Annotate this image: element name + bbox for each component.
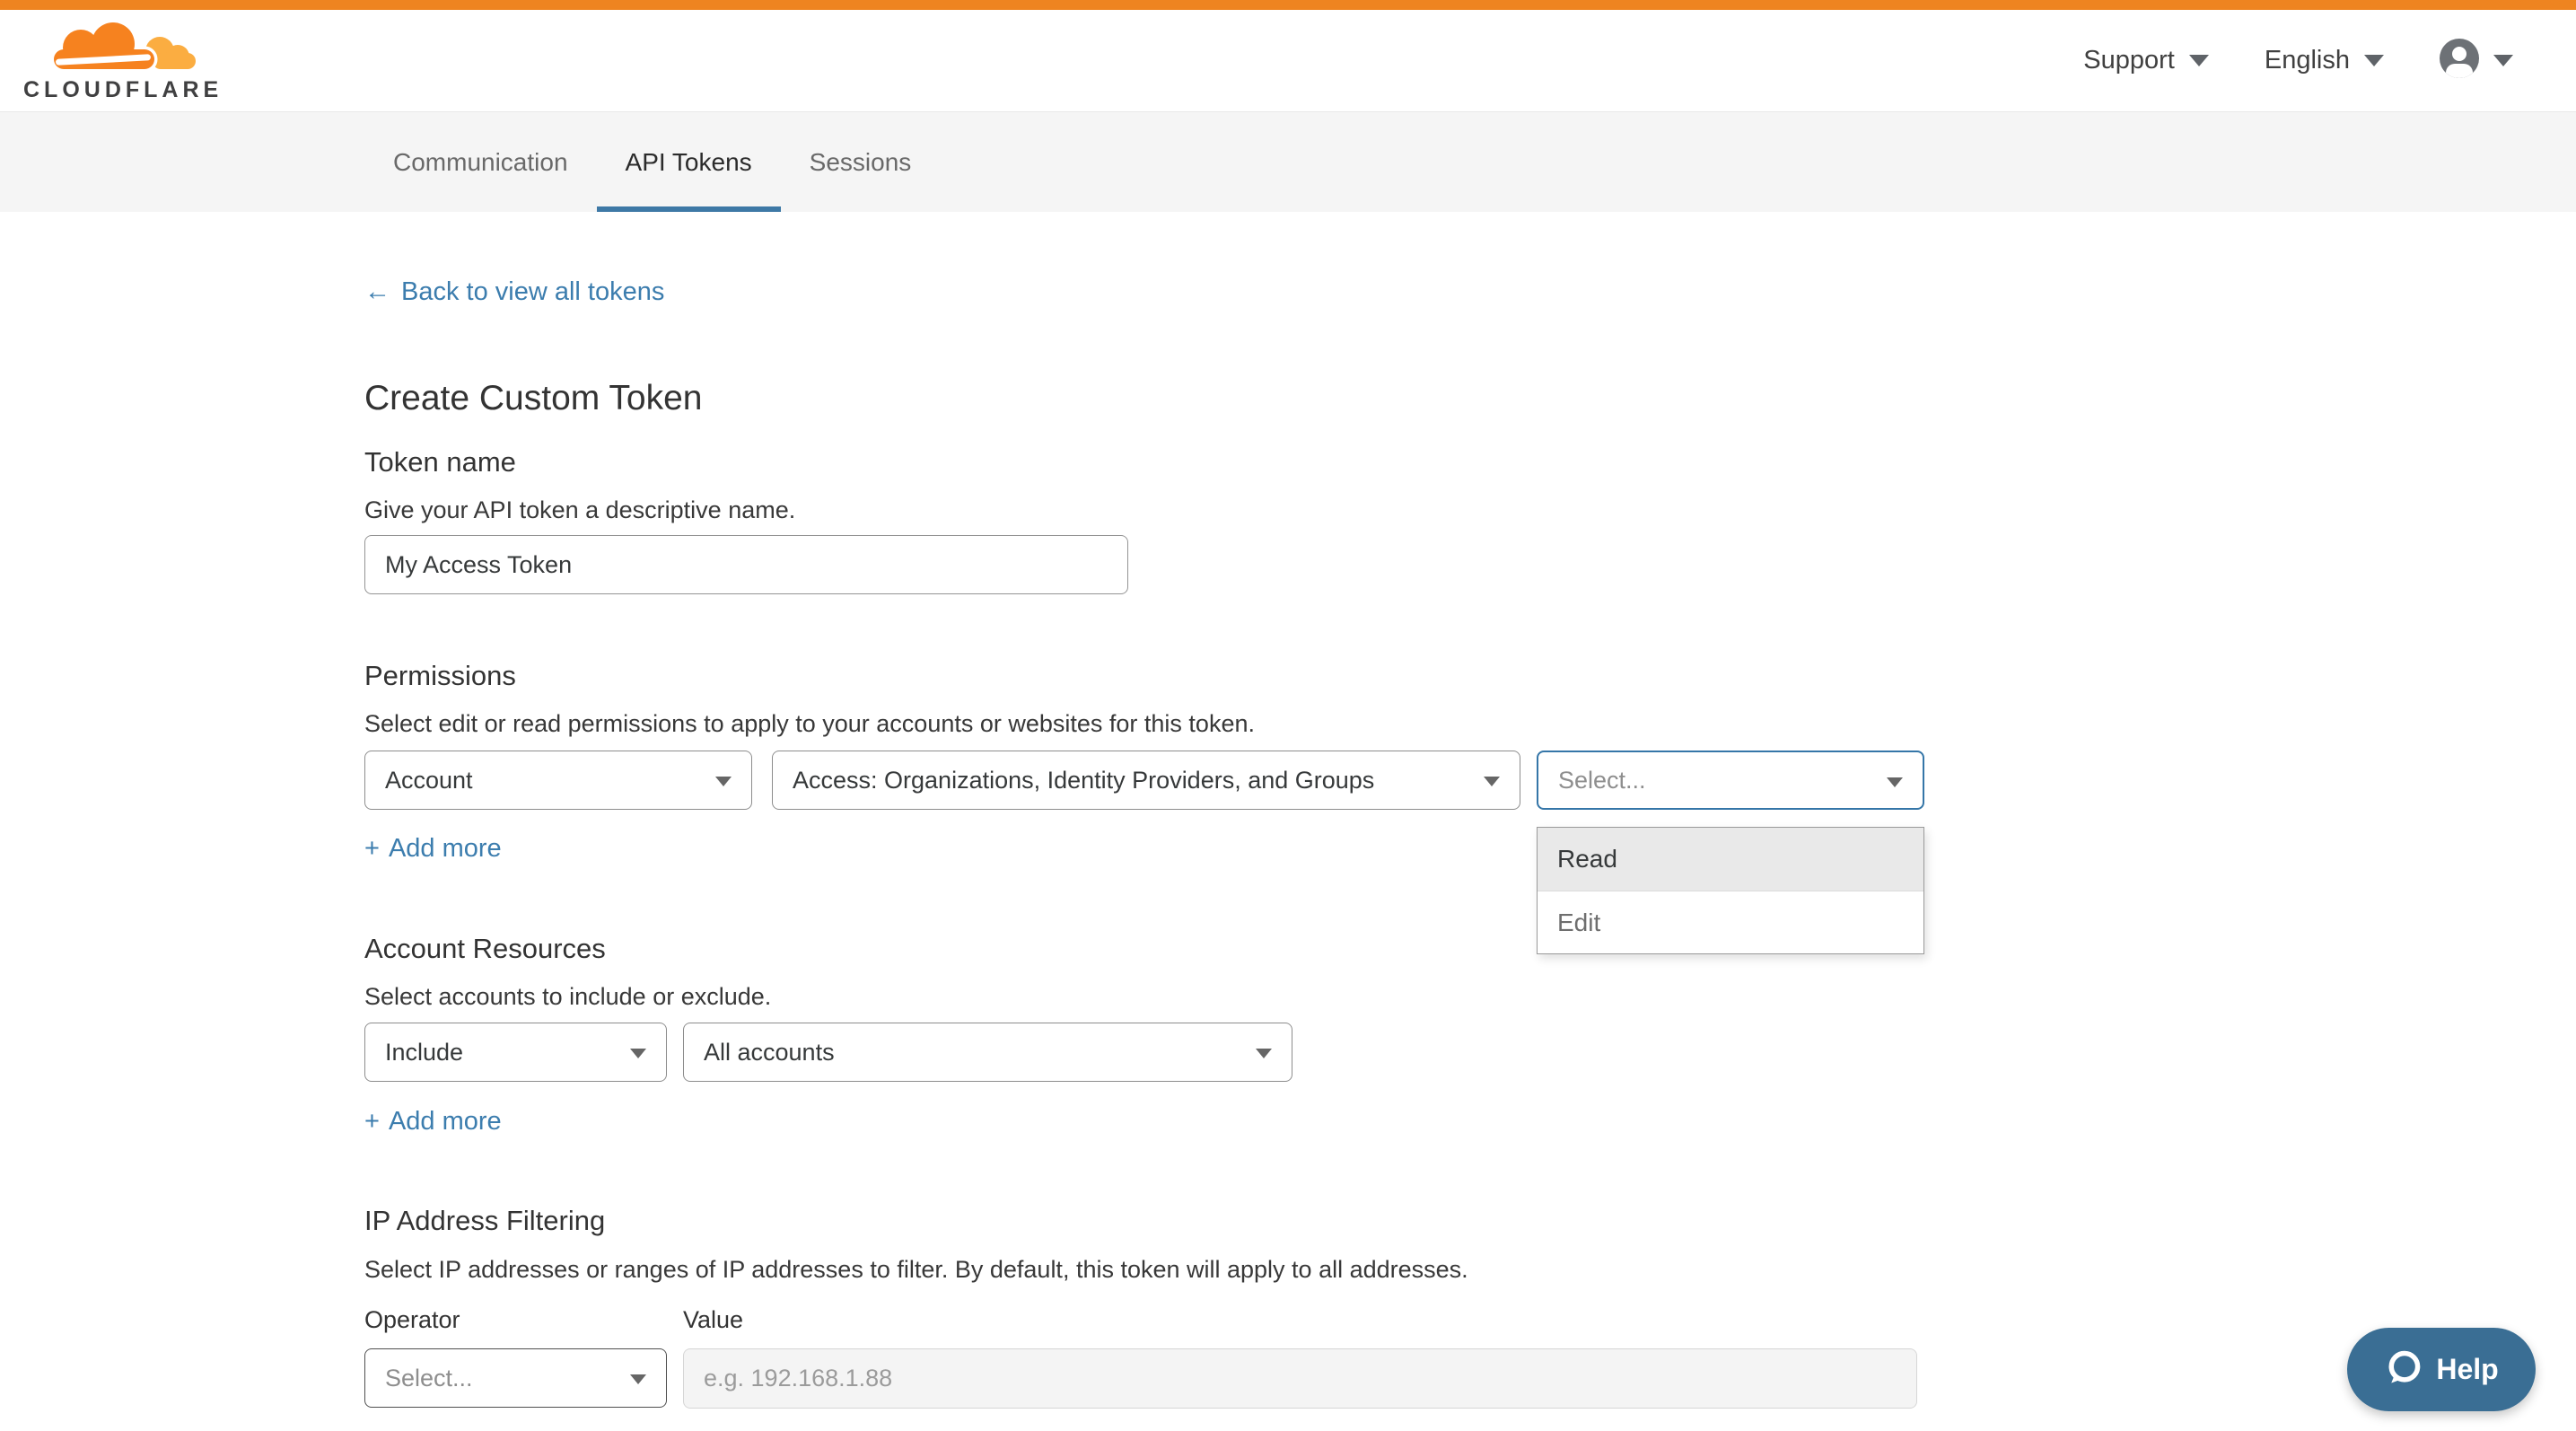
permission-resource-value: Access: Organizations, Identity Providers, and Groups [793,766,1375,794]
user-avatar-icon [2440,39,2479,83]
tab-label: API Tokens [625,147,752,176]
tab-label: Sessions [809,147,912,176]
back-link-label: Back to view all tokens [401,277,665,306]
ip-operator-select[interactable] [364,1348,667,1408]
resource-mode-value: Include [385,1038,464,1066]
header-nav [2083,10,2513,111]
support-menu[interactable] [2083,46,2209,75]
chevron-down-icon [2364,55,2384,66]
chevron-down-icon [2493,55,2513,66]
chevron-down-icon [1887,777,1903,787]
tab-api-tokens[interactable] [597,112,781,212]
value-label: Value [683,1306,744,1333]
tab-sessions[interactable] [781,112,941,212]
chevron-down-icon [630,1374,646,1384]
account-resources-add-more-link[interactable] [364,1103,502,1139]
cloudflare-logo-text: CLOUDFLARE [23,77,223,102]
plus-icon: + [364,834,380,863]
add-more-label: Add more [388,834,502,863]
back-to-tokens-link[interactable] [364,274,664,310]
resource-accounts-select[interactable] [683,1023,1292,1082]
chevron-down-icon [1256,1049,1272,1058]
chevron-down-icon [630,1049,646,1058]
chevron-down-icon [715,777,732,786]
resource-accounts-value: All accounts [704,1038,835,1066]
permissions-description: Select edit or read permissions to apply to your accounts or websites for this token. [364,710,1255,737]
language-menu[interactable] [2265,46,2384,75]
account-menu[interactable] [2440,39,2513,83]
permission-access-select[interactable] [1537,751,1924,810]
support-menu-label: Support [2083,46,2175,75]
token-name-description: Give your API token a descriptive name. [364,496,796,523]
cloudflare-cloud-icon [23,59,203,75]
resource-mode-select[interactable] [364,1023,667,1082]
active-tab-underline [597,206,781,212]
account-resources-heading: Account Resources [364,933,606,964]
ip-value-input[interactable] [683,1348,1917,1409]
menu-option-edit[interactable]: Edit [1538,891,1923,953]
chevron-down-icon [2189,55,2209,66]
permission-scope-select[interactable] [364,751,752,810]
operator-label: Operator [364,1306,460,1333]
permission-scope-value: Account [385,766,473,794]
permissions-row [364,751,2339,811]
token-name-input[interactable] [364,535,1128,594]
permissions-heading: Permissions [364,660,516,691]
brand-accent-bar [0,0,2576,10]
ip-filtering-heading: IP Address Filtering [364,1205,606,1236]
page-title: Create Custom Token [364,379,703,417]
add-more-label: Add more [388,1107,502,1136]
tab-bar [0,111,2576,212]
account-resources-description: Select accounts to include or exclude. [364,983,772,1010]
permission-resource-select[interactable] [772,751,1520,810]
tab-communication[interactable] [364,112,597,212]
chevron-down-icon [1484,777,1500,786]
ip-filtering-description: Select IP addresses or ranges of IP addresses to filter. By default, this token will apply to all addresses. [364,1256,1468,1283]
header [0,10,2576,111]
tab-label: Communication [393,147,568,176]
back-arrow-icon: ← [364,277,390,306]
account-resources-row [364,1023,1926,1083]
ip-filtering-row [364,1348,1926,1409]
help-button-label: Help [2436,1353,2499,1385]
access-dropdown-menu [1537,827,1924,954]
help-button[interactable] [2347,1328,2536,1411]
permission-access-placeholder: Select... [1558,766,1646,794]
permissions-add-more-link[interactable] [364,830,502,866]
chat-bubble-icon [2384,1348,2423,1391]
menu-option-read[interactable]: Read [1538,828,1923,891]
ip-operator-placeholder: Select... [385,1364,473,1391]
cloudflare-logo[interactable] [23,21,223,103]
token-name-heading: Token name [364,446,516,478]
language-menu-label: English [2264,46,2350,75]
plus-icon: + [364,1107,380,1136]
